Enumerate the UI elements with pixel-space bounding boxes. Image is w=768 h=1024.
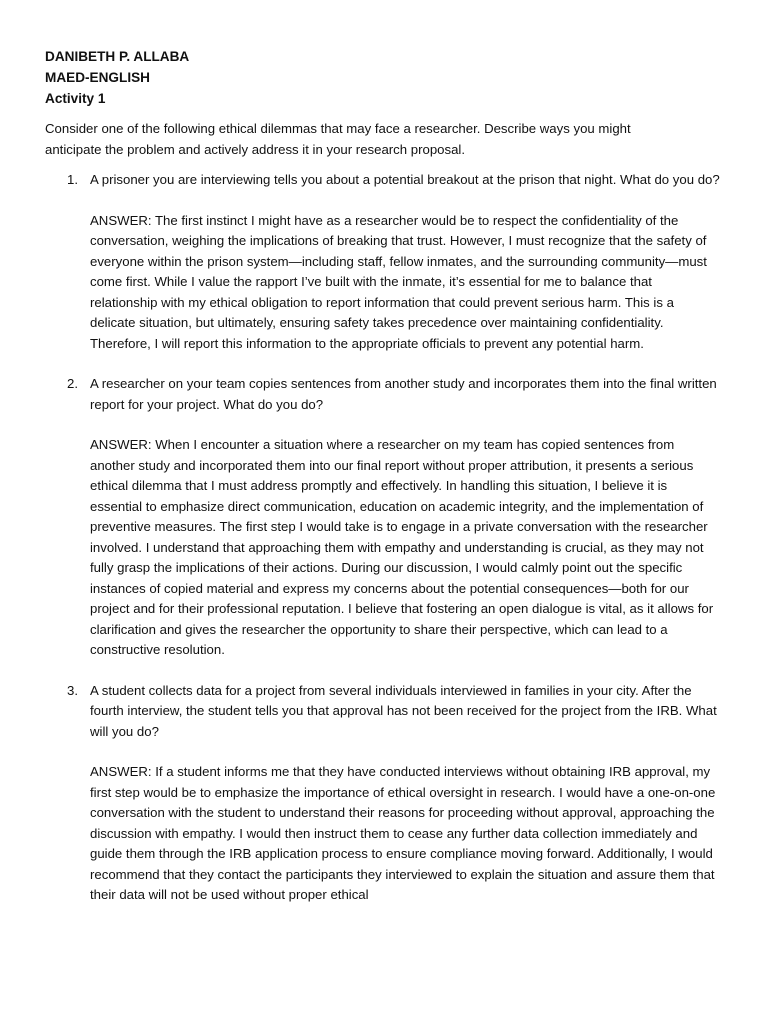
question-item-3 — [45, 681, 720, 906]
question-item-2 — [45, 374, 720, 661]
author-name: DANIBETH P. ALLABA — [45, 49, 190, 64]
answer-text: ANSWER: When I encounter a situation where a researcher on my team has copied sentences from another study and incorporated them into our final report without proper attribution, it presents a serious ethical dilemma that I must address promptly and effectively. In handling this situation, I believe it is essential to emphasize direct communication, education on academic integrity, and the implementation of preventive measures. The first step I would take is to engage in a private conversation with the researcher involved. I understand that approaching them with empathy and understanding is crucial, as they may not fully grasp the implications of their actions. During our discussion, I would calmly point out the specific instances of copied material and express my concerns about the potential consequences—both for our project and for their professional reputation. I believe that fostering an open dialogue is vital, as it allows for clarification and gives the researcher the opportunity to share their perspective, which can lead to a constructive resolution. — [90, 437, 714, 657]
question-text: A student collects data for a project from several individuals interviewed in families in your city. After the fourth interview, the student tells you that approval has not been received for the project from the IRB. What will you do? — [90, 682, 717, 739]
question-item-1 — [45, 170, 720, 354]
question-text: A prisoner you are interviewing tells you about a potential breakout at the prison that night. What do you do? — [90, 172, 720, 187]
intro-paragraph: Consider one of the following ethical dilemmas that may face a researcher. Describe ways you might anticipate the problem and actively address it in your research proposal. — [45, 121, 631, 157]
answer-text: ANSWER: If a student informs me that they have conducted interviews without obtaining IRB approval, my first step would be to emphasize the importance of ethical oversight in research. I would have a one-on-one conversation with the student to understand their reasons for proceeding without approval, approaching the discussion with empathy. I would then instruct them to cease any further data collection immediately and guide them through the IRB application process to ensure compliance moving forward. Additionally, I would recommend that they contact the participants they interviewed to explain the situation and assure them that their data will not be used without proper ethical — [90, 764, 716, 902]
answer-text: ANSWER: The first instinct I might have as a researcher would be to respect the confidentiality of the conversation, weighing the implications of breaking that trust. However, I must recognize that the safety of everyone within the prison system—including staff, fellow inmates, and the surrounding community—must come first. While I value the rapport I’ve built with the inmate, it’s essential for me to balance that relationship with my ethical obligation to report information that could prevent serious harm. This is a delicate situation, but ultimately, ensuring safety takes precedence over maintaining confidentiality. Therefore, I will report this information to the appropriate officials to prevent any potential harm. — [90, 212, 707, 351]
question-number: 2. — [67, 376, 78, 391]
activity-title: Activity 1 — [45, 91, 106, 106]
question-list — [45, 170, 724, 906]
question-text: A researcher on your team copies sentences from another study and incorporates them into the final written report for your project. What do you do? — [90, 376, 717, 412]
question-number: 1. — [67, 172, 78, 187]
question-number: 3. — [67, 682, 78, 698]
program-name: MAED-ENGLISH — [45, 70, 150, 85]
